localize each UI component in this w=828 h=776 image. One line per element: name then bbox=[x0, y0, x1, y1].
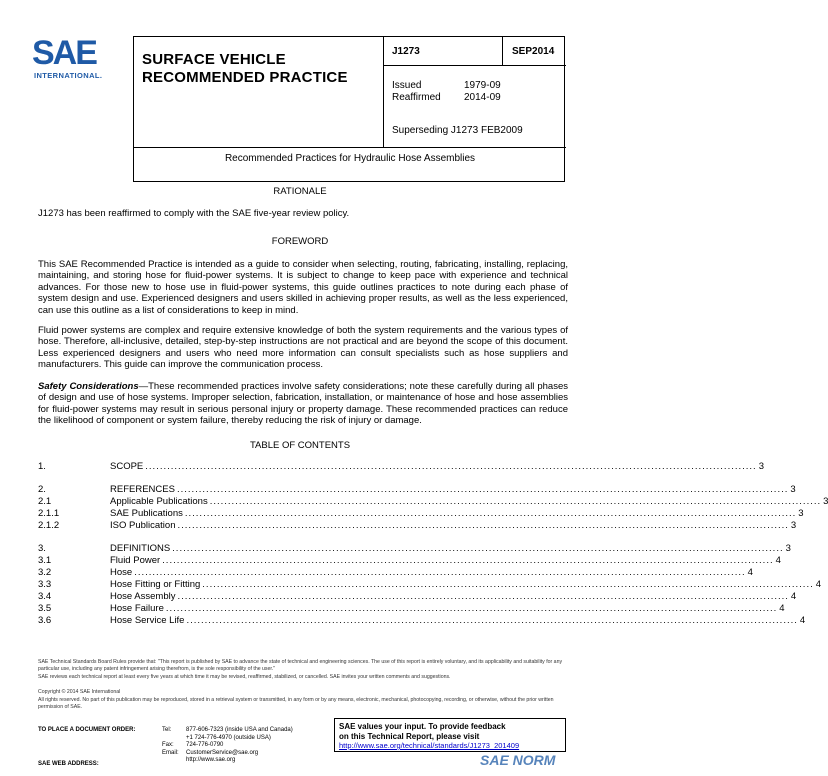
order-label: TO PLACE A DOCUMENT ORDER: bbox=[38, 727, 136, 733]
document-type-line1: SURFACE VEHICLE bbox=[142, 51, 286, 68]
web-address-label: SAE WEB ADDRESS: bbox=[38, 761, 99, 767]
toc-title: Applicable Publications bbox=[110, 496, 208, 507]
toc-title: ISO Publication bbox=[110, 520, 176, 531]
document-type-line2: RECOMMENDED PRACTICE bbox=[142, 69, 348, 86]
contact-labels bbox=[162, 727, 179, 757]
toc-title: Hose Failure bbox=[110, 603, 164, 614]
toc-title: SCOPE bbox=[110, 461, 144, 472]
issued-value: 1979-09 bbox=[464, 80, 501, 91]
toc-entry[interactable] bbox=[38, 496, 828, 508]
toc-page: 3 bbox=[785, 543, 791, 554]
watermark: SAE NORM bbox=[480, 752, 556, 768]
feedback-line1: SAE values your input. To provide feedback bbox=[339, 722, 506, 731]
sae-logo-icon bbox=[30, 32, 120, 84]
tel-inside: 877-606-7323 (inside USA and Canada) bbox=[186, 727, 293, 733]
table-of-contents bbox=[38, 461, 828, 631]
toc-title: Hose Assembly bbox=[110, 591, 176, 602]
toc-heading: TABLE OF CONTENTS bbox=[249, 440, 351, 451]
review-notice: SAE reviews each technical report at least every five years at which time it may be revised, reaffirmed, stabilized, or cancelled. SAE invites your written comments and suggestions. bbox=[38, 674, 451, 680]
safety-paragraph bbox=[38, 381, 568, 427]
document-number: J1273 bbox=[392, 46, 420, 57]
rights-notice: All rights reserved. No part of this publication may be reproduced, stored in a retrieval system or transmitted, in any form or by any means, electronic, mechanical, photocopying, recording, or otherwise, without the prior written permission of SAE. bbox=[38, 697, 554, 710]
copyright: Copyright © 2014 SAE International bbox=[38, 689, 121, 695]
toc-number: 2. bbox=[38, 484, 46, 495]
toc-number: 3.6 bbox=[38, 615, 52, 626]
fax-number: 724-776-0790 bbox=[186, 742, 224, 748]
toc-entry[interactable] bbox=[38, 484, 796, 496]
email-label: Email: bbox=[162, 749, 179, 756]
toc-leader: ........................................................................................................................................................................ bbox=[172, 543, 784, 554]
svg-text:INTERNATIONAL.: INTERNATIONAL. bbox=[34, 71, 103, 80]
toc-entry[interactable] bbox=[38, 555, 781, 567]
feedback-line2: on this Technical Report, please visit bbox=[339, 731, 480, 741]
safety-text: —These recommended practices involve safety considerations; note these carefully during all phases of design and use of hose systems. Improper selection, fabrication, installation, or maintenance of hose and hose assemblies for fluid-power systems may result in serious personal injury or property damage. These recommended practices can reduce the likelihood of component or system failure, thereby reducing the risk of injury or damage. bbox=[38, 381, 568, 427]
toc-entry[interactable] bbox=[38, 579, 822, 591]
toc-entry[interactable] bbox=[38, 520, 797, 532]
toc-page: 3 bbox=[798, 508, 804, 519]
toc-page: 4 bbox=[779, 603, 785, 614]
toc-page: 3 bbox=[790, 484, 796, 495]
web-address[interactable]: http://www.sae.org bbox=[186, 757, 236, 763]
foreword-heading: FOREWORD bbox=[271, 236, 329, 247]
toc-number: 3.1 bbox=[38, 555, 52, 566]
toc-title: DEFINITIONS bbox=[110, 543, 171, 554]
reaffirmed-value: 2014-09 bbox=[464, 92, 501, 103]
divider bbox=[134, 147, 566, 148]
toc-number: 2.1.2 bbox=[38, 520, 60, 531]
toc-page: 4 bbox=[799, 615, 806, 626]
toc-entry[interactable] bbox=[38, 591, 797, 603]
foreword-paragraph-1: This SAE Recommended Practice is intended as a guide to consider when selecting, routing, fabricating, installing, replacing, maintaining, and storing hose for fluid-power systems. It is subject to change to keep pace with experience and technical advances. For those new to hose use in fluid-power systems, this guide outlines practices to note during each phase of system design and use. Experienced designers and users skilled in achieving proper results, as well as the less experienced, can use this outline as a list of considerations to keep in mind. bbox=[38, 259, 568, 316]
divider bbox=[383, 37, 384, 147]
toc-entry[interactable] bbox=[38, 567, 753, 579]
toc-title: SAE Publications bbox=[110, 508, 183, 519]
rationale-text: J1273 has been reaffirmed to comply with the SAE five-year review policy. bbox=[38, 208, 350, 219]
toc-number: 3.5 bbox=[38, 603, 52, 614]
feedback-link[interactable]: http://www.sae.org/technical/standards/J1273_201409 bbox=[339, 741, 520, 750]
document-date: SEP2014 bbox=[512, 46, 555, 57]
toc-leader: ........................................................................................................................................................................ bbox=[202, 579, 814, 590]
email-address[interactable]: CustomerService@sae.org bbox=[186, 749, 259, 756]
toc-page: 4 bbox=[790, 591, 797, 602]
toc-title: Hose Fitting or Fitting bbox=[110, 579, 201, 590]
toc-leader: ........................................................................................................................................................................ bbox=[177, 520, 789, 531]
contact-values bbox=[186, 727, 293, 765]
toc-entry[interactable] bbox=[38, 461, 764, 473]
superseding-note: Superseding J1273 FEB2009 bbox=[392, 125, 523, 136]
divider bbox=[383, 65, 566, 66]
safety-label: Safety Considerations bbox=[38, 381, 139, 392]
toc-number: 3.2 bbox=[38, 567, 52, 578]
toc-entry[interactable] bbox=[38, 603, 785, 615]
toc-number: 3.3 bbox=[38, 579, 52, 590]
toc-leader: ........................................................................................................................................................................ bbox=[134, 567, 746, 578]
toc-leader: ........................................................................................................................................................................ bbox=[177, 591, 789, 602]
toc-leader: ........................................................................................................................................................................ bbox=[165, 603, 778, 614]
tel-label: Tel: bbox=[162, 727, 172, 733]
feedback-box bbox=[334, 718, 566, 752]
toc-leader: ........................................................................................................................................................................ bbox=[184, 508, 797, 519]
divider bbox=[502, 37, 503, 66]
sae-logo bbox=[30, 32, 120, 84]
document-header bbox=[133, 36, 565, 182]
reaffirmed-label: Reaffirmed bbox=[392, 92, 441, 103]
standards-board-notice: SAE Technical Standards Board Rules provide that: "This report is published by SAE to advance the state of technical and engineering sciences. The use of this report is entirely voluntary, and its applicability and suitability for any particular use, including any patent infringement arising therefrom, is the sole responsibility of the user." bbox=[38, 659, 563, 672]
toc-number: 3. bbox=[38, 543, 46, 554]
toc-leader: ........................................................................................................................................................................ bbox=[186, 615, 798, 626]
toc-title: REFERENCES bbox=[110, 484, 175, 495]
document-type bbox=[142, 51, 378, 87]
toc-leader: ........................................................................................................................................................................ bbox=[176, 484, 789, 495]
toc-page: 4 bbox=[815, 579, 822, 590]
toc-page: 3 bbox=[790, 520, 797, 531]
toc-entry[interactable] bbox=[38, 543, 791, 555]
svg-text:SAE: SAE bbox=[32, 34, 96, 72]
toc-leader: ........................................................................................................................................................................ bbox=[145, 461, 757, 472]
foreword-paragraph-2: Fluid power systems are complex and require extensive knowledge of both the system requirements and the various types of hose. Therefore, all-inclusive, detailed, step-by-step instructions are not practical and are beyond the scope of this document. Less experienced designers and users who need more information can consult specialists such as hose suppliers and manufacturers. This guide can improve the communication process. bbox=[38, 325, 568, 371]
toc-page: 3 bbox=[758, 461, 764, 472]
toc-page: 3 bbox=[823, 496, 828, 507]
toc-number: 2.1.1 bbox=[38, 508, 60, 519]
toc-title: Hose Service Life bbox=[110, 615, 185, 626]
toc-leader: ........................................................................................................................................................................ bbox=[162, 555, 774, 566]
toc-number: 2.1 bbox=[38, 496, 52, 507]
fax-label: Fax: bbox=[162, 742, 174, 748]
rationale-heading: RATIONALE bbox=[273, 186, 327, 197]
toc-title: Fluid Power bbox=[110, 555, 161, 566]
toc-entry[interactable] bbox=[38, 508, 804, 520]
toc-entry[interactable] bbox=[38, 615, 806, 627]
toc-leader: ........................................................................................................................................................................ bbox=[209, 496, 822, 507]
issued-label: Issued bbox=[392, 80, 422, 91]
toc-page: 4 bbox=[747, 567, 753, 578]
toc-number: 1. bbox=[38, 461, 46, 472]
toc-title: Hose bbox=[110, 567, 133, 578]
tel-outside: +1 724-776-4970 (outside USA) bbox=[186, 734, 271, 741]
document-title: Recommended Practices for Hydraulic Hose Assemblies bbox=[224, 153, 476, 164]
toc-page: 4 bbox=[775, 555, 781, 566]
toc-number: 3.4 bbox=[38, 591, 52, 602]
